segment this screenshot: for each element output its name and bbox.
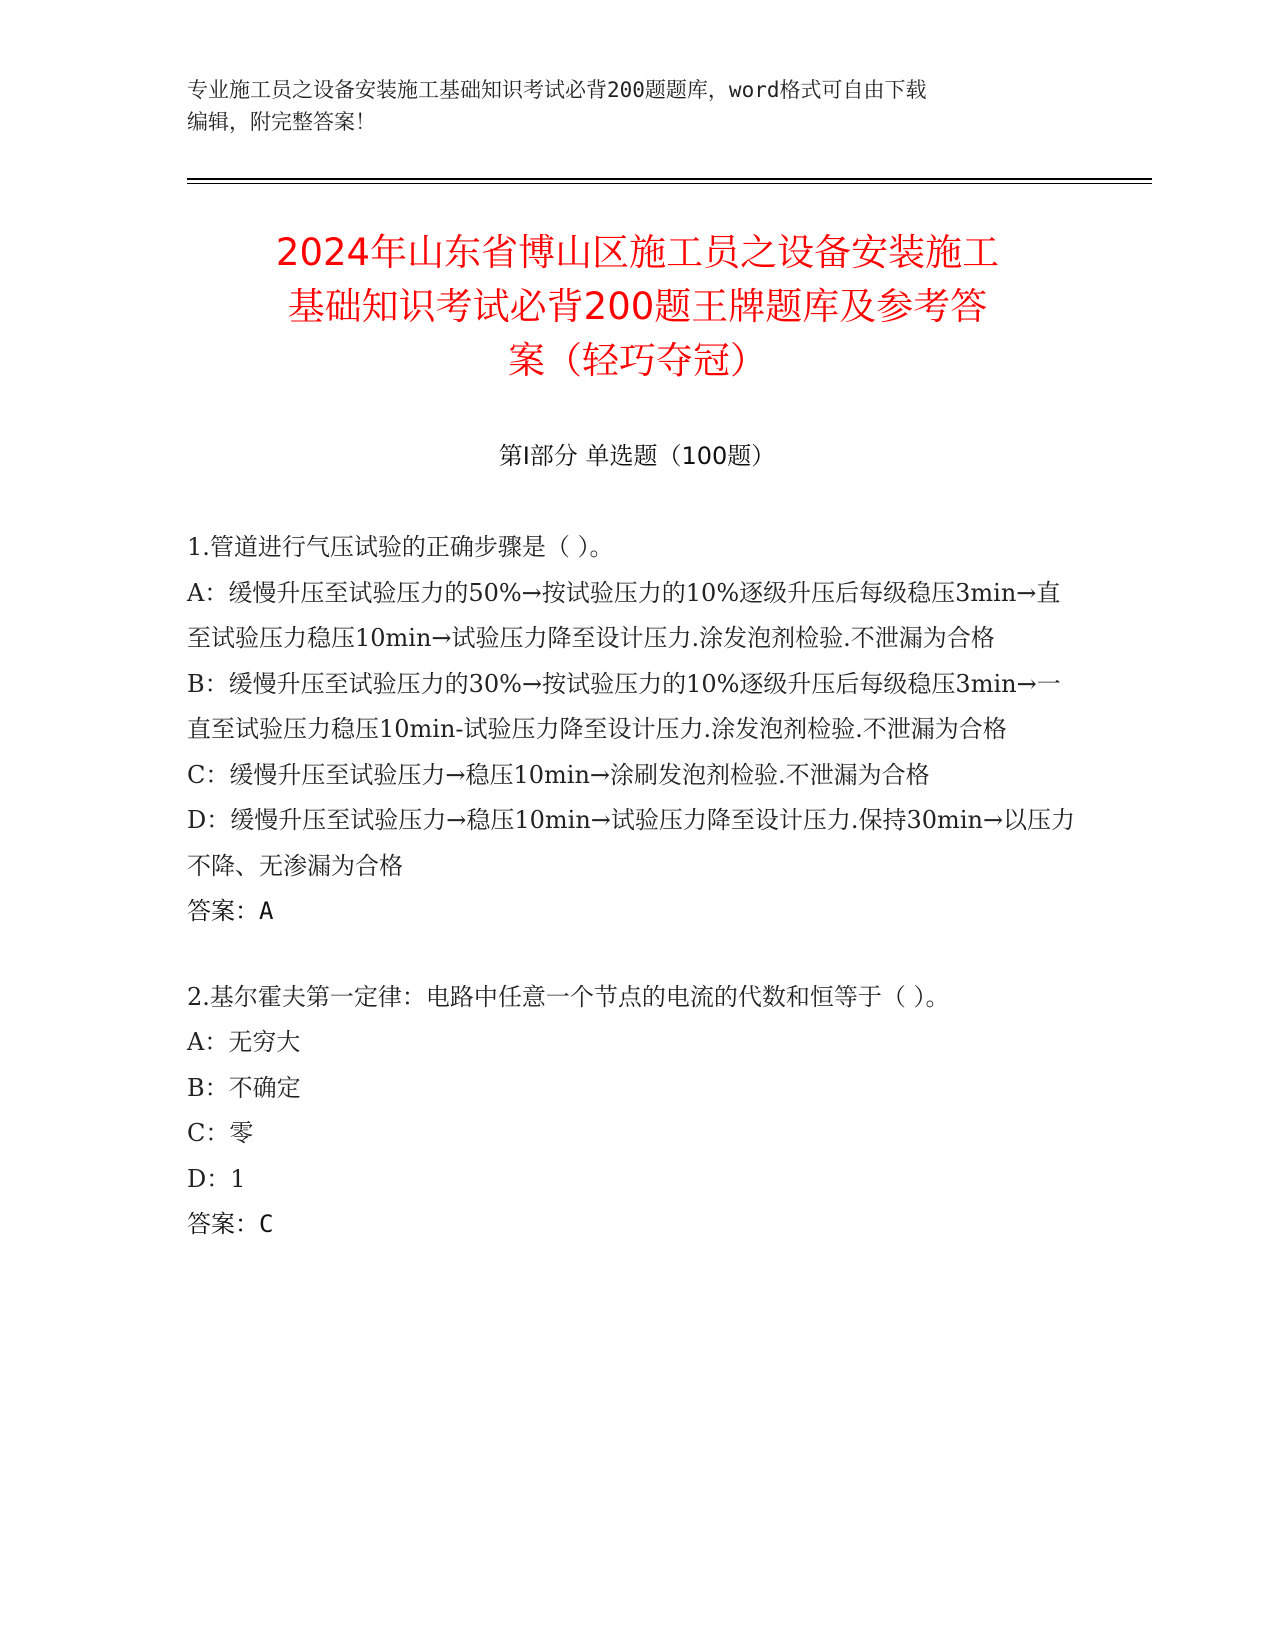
option-a: A：无穷大	[187, 1028, 301, 1056]
title-line-3: 案（轻巧夺冠）	[508, 339, 767, 382]
header-note-line-2: 编辑，附完整答案！	[187, 110, 376, 134]
document-title	[190, 226, 1085, 388]
option-d: D：1	[187, 1164, 246, 1193]
question-1	[187, 525, 1082, 935]
question-stem: 2.基尔霍夫第一定律：电路中任意一个节点的电流的代数和恒等于（ ）。	[187, 982, 950, 1011]
question-list	[187, 525, 1082, 1288]
option-b: B：不确定	[187, 1073, 301, 1102]
answer-label: 答案：	[187, 897, 259, 925]
option-c: C：缓慢升压至试验压力→稳压10min→涂刷发泡剂检验.不泄漏为合格	[187, 760, 930, 789]
option-c: C：零	[187, 1119, 254, 1147]
option-a: A：缓慢升压至试验压力的50%→按试验压力的10%逐级升压后每级稳压3min→直至试验压力稳压10min→试验压力降至设计压力.涂发泡剂检验.不泄漏为合格	[187, 578, 1061, 652]
question-2	[187, 975, 1082, 1248]
answer-line	[187, 1202, 1082, 1248]
header-divider-thick	[187, 178, 1152, 180]
title-line-2: 基础知识考试必背200题王牌题库及参考答	[287, 285, 988, 328]
answer-label: 答案：	[187, 1210, 259, 1238]
question-stem: 1.管道进行气压试验的正确步骤是（ ）。	[187, 533, 614, 561]
answer-line	[187, 889, 1082, 935]
header-divider-thin	[187, 183, 1152, 184]
header-note-line-1: 专业施工员之设备安装施工基础知识考试必背200题题库，word格式可自由下载	[187, 78, 927, 102]
option-d: D：缓慢升压至试验压力→稳压10min→试验压力降至设计压力.保持30min→以压力不降、无渗漏为合格	[187, 806, 1076, 880]
title-line-1: 2024年山东省博山区施工员之设备安装施工	[275, 231, 1000, 274]
header-note	[187, 74, 1087, 138]
answer-value: A	[259, 897, 274, 925]
answer-value: C	[259, 1210, 274, 1238]
section-heading: 第Ⅰ部分 单选题（100题）	[498, 442, 776, 470]
option-b: B：缓慢升压至试验压力的30%→按试验压力的10%逐级升压后每级稳压3min→一直至试验压力稳压10min-试验压力降至设计压力.涂发泡剂检验.不泄漏为合格	[187, 669, 1061, 743]
